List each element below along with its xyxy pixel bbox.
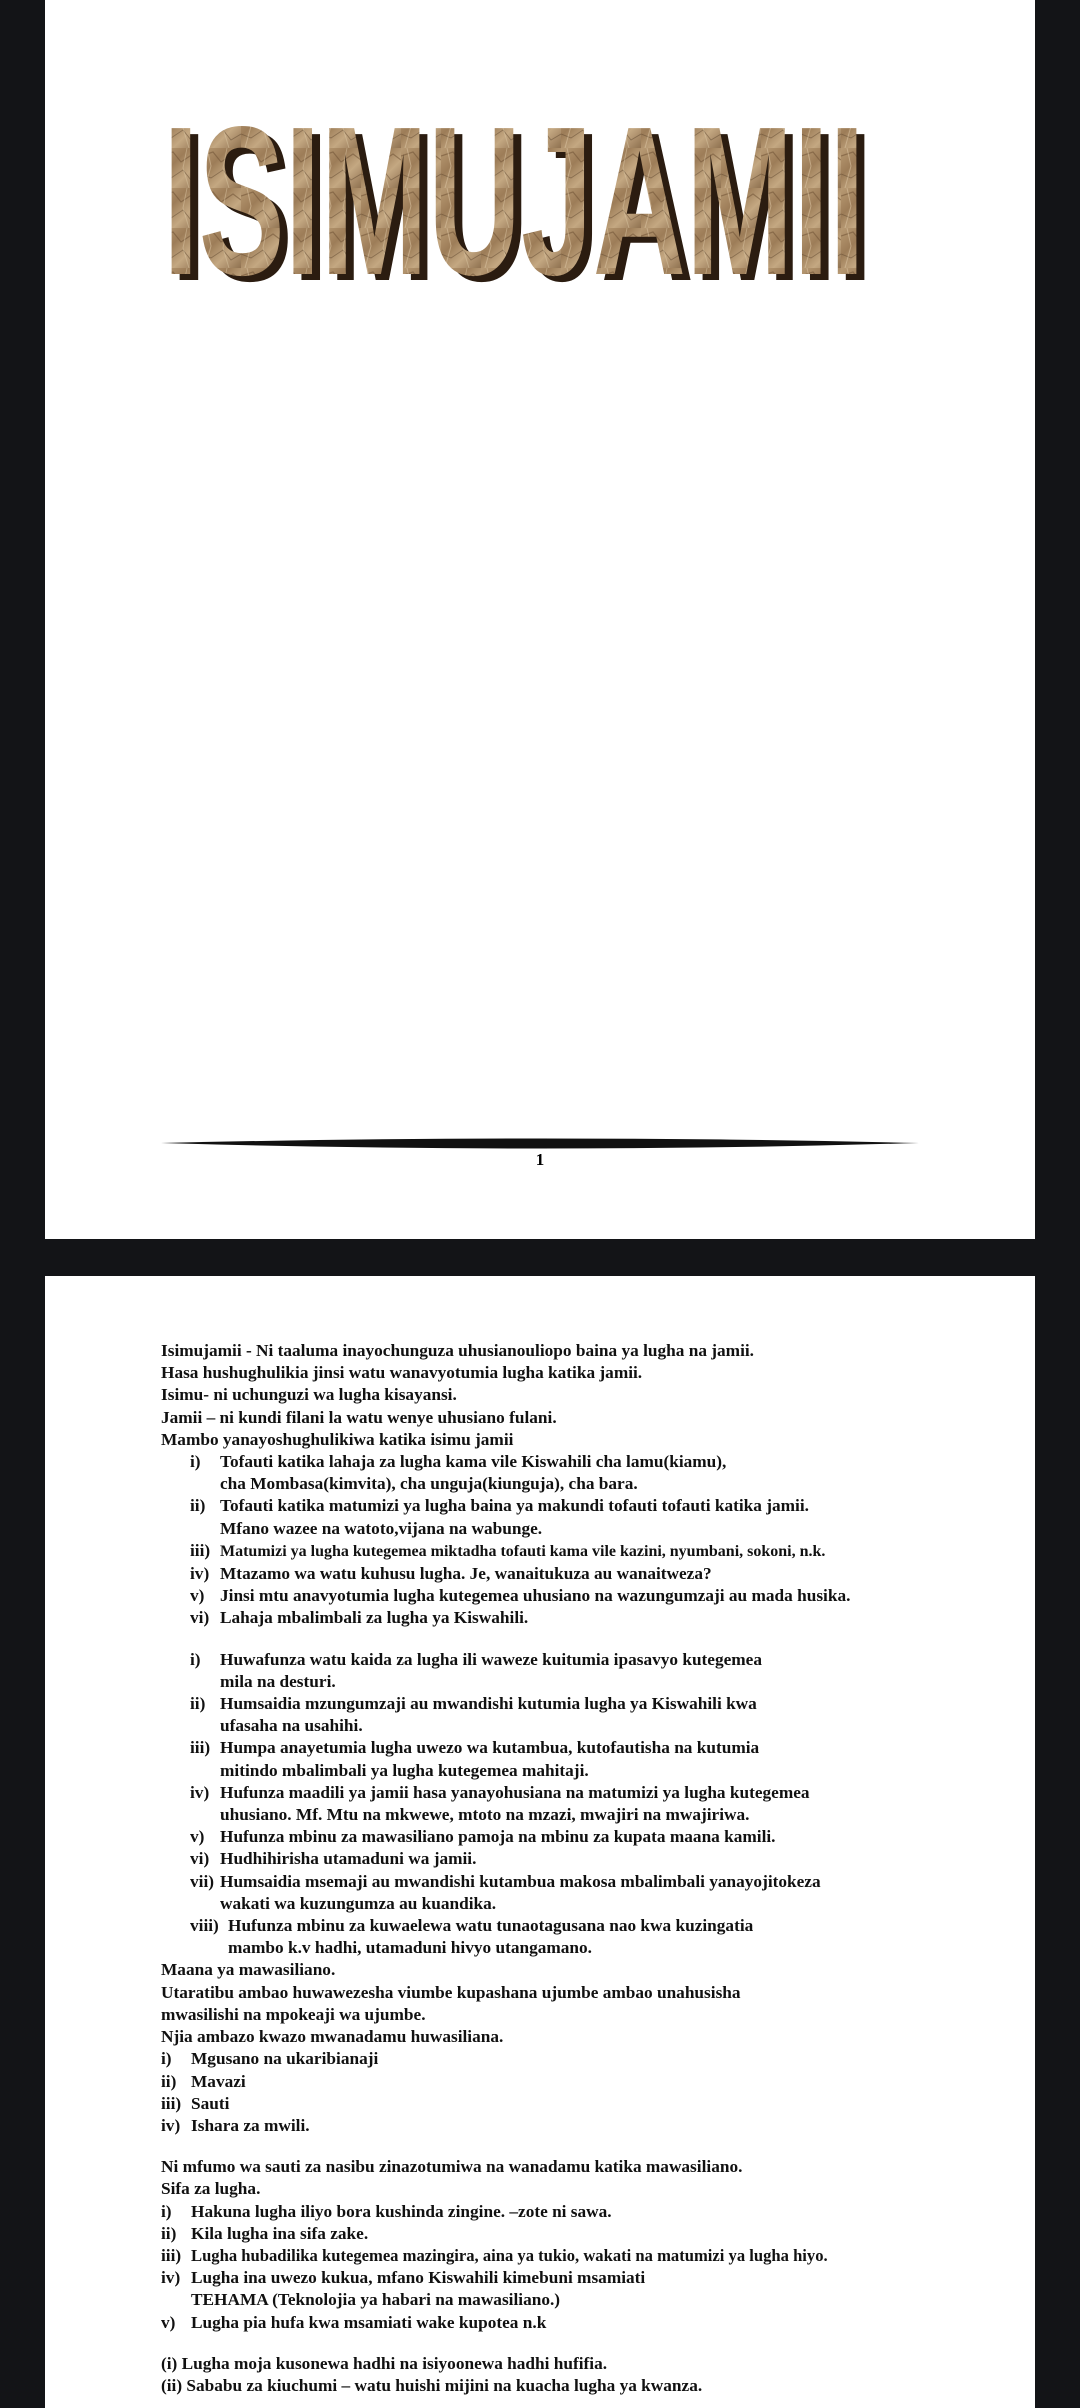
list-number: iv) bbox=[190, 1564, 210, 1584]
mawasiliano-definition-continued: mwasilishi na mpokeaji wa ujumbe. bbox=[161, 2004, 426, 2024]
list-item bbox=[161, 1737, 961, 1781]
njia-list bbox=[161, 2048, 961, 2137]
list-number: vii) bbox=[190, 1871, 214, 1891]
list-number: ii) bbox=[161, 2223, 177, 2243]
list-number: ii) bbox=[190, 1694, 206, 1714]
list-text: Kila lugha ina sifa zake. bbox=[191, 2223, 369, 2243]
title-wordart-shadow: ISIMUJAMII bbox=[171, 108, 873, 290]
section-heading-njia: Njia ambazo kwazo mwanadamu huwasiliana. bbox=[161, 2027, 504, 2047]
list-item bbox=[161, 1451, 961, 1495]
list-item bbox=[161, 1585, 961, 1607]
list-text: Ishara za mwili. bbox=[191, 2115, 310, 2135]
closing-point-2: (ii) Sababu za kiuchumi – watu huishi mijini na kuacha lugha ya kwanza. bbox=[161, 2375, 703, 2395]
list-item bbox=[161, 1826, 961, 1848]
list-text: Sauti bbox=[191, 2093, 230, 2113]
list-text-continued: uhusiano. Mf. Mtu na mkwewe, mtoto na mzazi, mwajiri na mwajiriwa. bbox=[220, 1805, 750, 1825]
list-item bbox=[161, 1649, 961, 1693]
document-page-1 bbox=[45, 0, 1035, 1239]
list-number: iii) bbox=[161, 2093, 182, 2113]
definition-line: Hasa hushughulikia jinsi watu wanavyotumia lugha katika jamii. bbox=[161, 1363, 643, 1383]
list-number: i) bbox=[190, 1452, 201, 1472]
list-number: iii) bbox=[190, 1540, 211, 1560]
list-number: iii) bbox=[161, 2245, 182, 2265]
list-text: Tofauti katika matumizi ya lugha baina ya makundi tofauti tofauti katika jamii. bbox=[220, 1496, 809, 1516]
list-text: Mtazamo wa watu kuhusu lugha. Je, wanaitukuza au wanaitweza? bbox=[220, 1564, 712, 1584]
sifa-list bbox=[161, 2201, 961, 2334]
list-item bbox=[161, 2312, 961, 2334]
list-number: iv) bbox=[161, 2115, 181, 2135]
list-number: iii) bbox=[190, 1738, 211, 1758]
mambo-list bbox=[161, 1451, 961, 1630]
list-text: Matumizi ya lugha kutegemea miktadha tofauti kama vile kazini, nyumbani, sokoni, n.k. bbox=[220, 1542, 826, 1560]
list-item bbox=[161, 1871, 961, 1915]
document-page-2 bbox=[45, 1276, 1035, 2408]
list-item bbox=[161, 2048, 961, 2070]
list-item bbox=[161, 1848, 961, 1870]
list-text: Tofauti katika lahaja za lugha kama vile Kiswahili cha lamu(kiamu), bbox=[220, 1452, 727, 1472]
list-item bbox=[161, 2071, 961, 2093]
list-number: v) bbox=[190, 1586, 205, 1606]
list-item bbox=[161, 1782, 961, 1826]
list-text-continued: wakati wa kuzungumza au kuandika. bbox=[220, 1893, 497, 1913]
list-item bbox=[161, 1693, 961, 1737]
list-text: Jinsi mtu anavyotumia lugha kutegemea uhusiano na wazungumzaji au mada husika. bbox=[220, 1586, 851, 1606]
title-wordart-face: ISIMUJAMII bbox=[163, 108, 865, 290]
list-item bbox=[161, 2115, 961, 2137]
list-number: iv) bbox=[190, 1782, 210, 1802]
list-item bbox=[161, 1563, 961, 1585]
list-text: Hufunza mbinu za kuwaelewa watu tunaotagusana nao kwa kuzingatia bbox=[228, 1916, 754, 1936]
list-item bbox=[161, 1915, 961, 1959]
list-text: Lahaja mbalimbali za lugha ya Kiswahili. bbox=[220, 1608, 529, 1628]
list-text-continued: Mfano wazee na watoto,vijana na wabunge. bbox=[220, 1518, 543, 1538]
list-item bbox=[161, 1607, 961, 1629]
list-number: i) bbox=[161, 2201, 172, 2221]
list-text: Hudhihirisha utamaduni wa jamii. bbox=[220, 1849, 477, 1869]
list-item bbox=[161, 2245, 961, 2267]
list-number: iv) bbox=[161, 2268, 181, 2288]
closing-point-1: (i) Lugha moja kusonewa hadhi na isiyoonewa hadhi hufifia. bbox=[161, 2353, 608, 2373]
list-text: Lugha pia hufa kwa msamiati wake kupotea n.k bbox=[191, 2312, 547, 2332]
list-number: vi) bbox=[190, 1849, 210, 1869]
section-heading-sifa: Sifa za lugha. bbox=[161, 2179, 261, 2199]
list-text-continued: cha Mombasa(kimvita), cha unguja(kiunguja), cha bara. bbox=[220, 1474, 638, 1494]
umuhimu-list bbox=[161, 1649, 961, 1960]
list-number: v) bbox=[161, 2312, 176, 2332]
page-number: 1 bbox=[535, 1150, 545, 1169]
list-item bbox=[161, 1495, 961, 1539]
list-text: Humsaidia msemaji au mwandishi kutambua makosa mbalimbali yanayojitokeza bbox=[220, 1871, 821, 1891]
list-text: Huwafunza watu kaida za lugha ili waweze kuitumia ipasavyo kutegemea bbox=[220, 1649, 762, 1669]
list-number: vi) bbox=[190, 1608, 210, 1628]
list-text: Hufunza maadili ya jamii hasa yanayohusiana na matumizi ya lugha kutegemea bbox=[220, 1782, 810, 1802]
list-text: Humpa anayetumia lugha uwezo wa kutambua, kutofautisha na kutumia bbox=[220, 1738, 760, 1758]
list-text-continued: ufasaha na usahihi. bbox=[220, 1716, 363, 1736]
title-wordart bbox=[161, 108, 881, 290]
document-body bbox=[161, 1340, 961, 2397]
list-item bbox=[161, 2093, 961, 2115]
list-text-continued: mambo k.v hadhi, utamaduni hivyo utangamano. bbox=[228, 1938, 592, 1958]
definition-isimu: Isimu- ni uchunguzi wa lugha kisayansi. bbox=[161, 1385, 457, 1405]
list-text-continued: TEHAMA (Teknolojia ya habari na mawasiliano.) bbox=[191, 2290, 561, 2310]
list-number: v) bbox=[190, 1827, 205, 1847]
list-number: ii) bbox=[190, 1496, 206, 1516]
list-text: Humsaidia mzungumzaji au mwandishi kutumia lugha ya Kiswahili kwa bbox=[220, 1694, 757, 1714]
list-text-continued: mitindo mbalimbali ya lugha kutegemea mahitaji. bbox=[220, 1760, 589, 1780]
list-text: Hakuna lugha iliyo bora kushinda zingine. –zote ni sawa. bbox=[191, 2201, 612, 2221]
definition-isimujamii: Isimujamii - Ni taaluma inayochunguza uhusianouliopo baina ya lugha na jamii. bbox=[161, 1341, 754, 1360]
list-item bbox=[161, 2223, 961, 2245]
list-text: Lugha ina uwezo kukua, mfano Kiswahili kimebuni msamiati bbox=[191, 2268, 646, 2288]
list-text: Lugha hubadilika kutegemea mazingira, aina ya tukio, wakati na matumizi ya lugha hiyo. bbox=[191, 2245, 828, 2265]
list-number: viii) bbox=[190, 1916, 219, 1936]
definition-jamii: Jamii – ni kundi filani la watu wenye uhusiano fulani. bbox=[161, 1407, 557, 1427]
section-heading-mawasiliano: Maana ya mawasiliano. bbox=[161, 1960, 336, 1980]
section-heading-mambo: Mambo yanayoshughulikiwa katika isimu jamii bbox=[161, 1429, 514, 1449]
list-text: Hufunza mbinu za mawasiliano pamoja na mbinu za kupata maana kamili. bbox=[220, 1827, 776, 1847]
list-item bbox=[161, 2201, 961, 2223]
list-number: i) bbox=[161, 2049, 172, 2069]
list-text-continued: mila na desturi. bbox=[220, 1671, 336, 1691]
list-number: i) bbox=[190, 1649, 201, 1669]
list-text: Mavazi bbox=[191, 2071, 246, 2091]
list-number: ii) bbox=[161, 2071, 177, 2091]
list-item bbox=[161, 2267, 961, 2311]
mawasiliano-definition: Utaratibu ambao huwawezesha viumbe kupashana ujumbe ambao unahusisha bbox=[161, 1982, 741, 2002]
list-text: Mgusano na ukaribianaji bbox=[191, 2049, 379, 2069]
lugha-definition: Ni mfumo wa sauti za nasibu zinazotumiwa na wanadamu katika mawasiliano. bbox=[161, 2157, 743, 2177]
list-item bbox=[161, 1540, 961, 1563]
